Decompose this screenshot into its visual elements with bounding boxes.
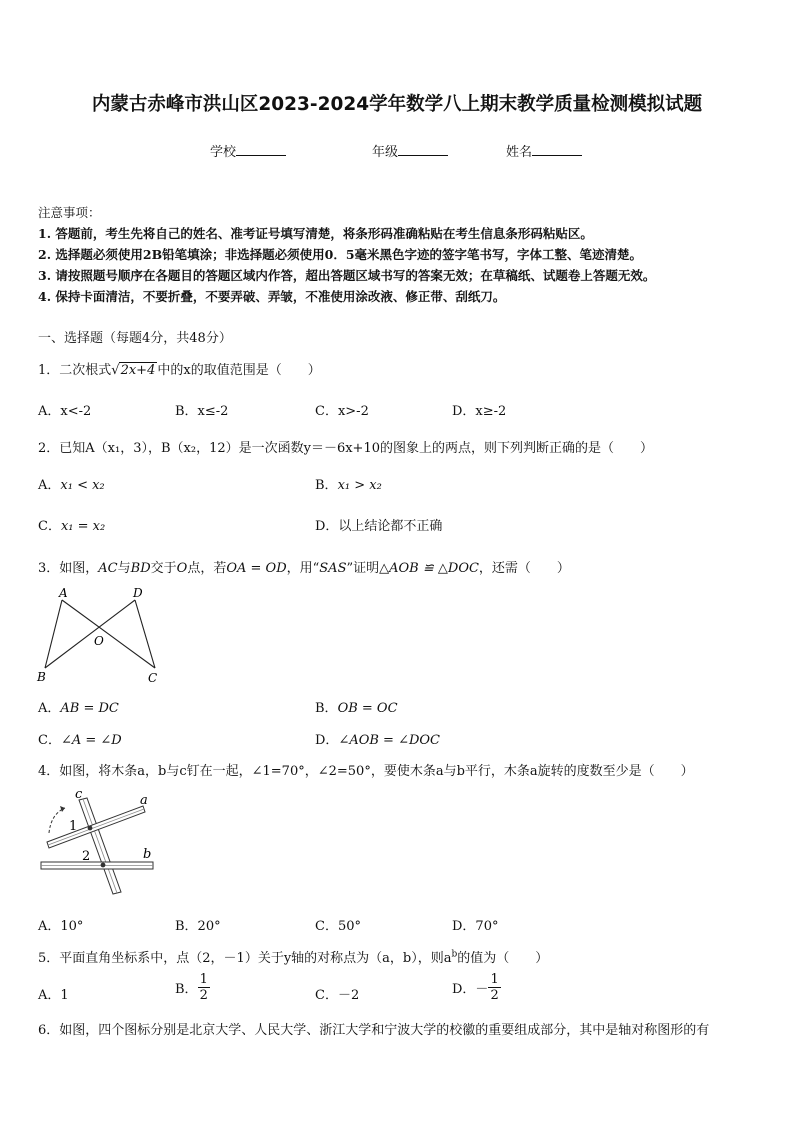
q3-math: O — [176, 561, 188, 576]
option-letter: C． — [38, 733, 61, 748]
option-letter: B． — [315, 478, 338, 493]
q1-option-b[interactable]: B．x≤-2 — [175, 404, 229, 419]
fraction-denominator: 2 — [490, 988, 499, 1003]
q3-option-b[interactable] — [315, 697, 398, 716]
q3-option-c[interactable] — [38, 729, 122, 748]
option-letter: A． — [38, 478, 61, 493]
figure-label: b — [143, 847, 152, 862]
q3-option-d[interactable] — [315, 729, 440, 748]
q1-option-d[interactable]: D．x≥-2 — [452, 404, 507, 419]
q3-text: 与 — [117, 561, 131, 576]
option-letter: D． — [315, 733, 339, 748]
radical-sign: √ — [111, 363, 120, 378]
question-2: 2．已知A（x₁，3），B（x₂，12）是一次函数y＝－6x+10的图象上的两点，则下列判断正确的是（ ） — [38, 441, 653, 456]
notes-heading: 注意事项： — [38, 205, 101, 220]
q1-option-a[interactable]: A．x<-2 — [38, 404, 92, 419]
option-letter: C． — [38, 519, 61, 534]
q1-text-pre: 1．二次根式 — [38, 363, 112, 378]
question-3 — [38, 557, 570, 576]
q2-option-c[interactable] — [38, 515, 105, 534]
q3-math: AC — [98, 561, 118, 576]
page-title: 内蒙古赤峰市洪山区2023-2024学年数学八上期末教学质量检测模拟试题 — [91, 94, 703, 115]
figure-label: C — [148, 671, 158, 685]
q3-option-a[interactable] — [38, 697, 119, 716]
q2-option-a[interactable] — [38, 474, 105, 493]
q2-option-d[interactable]: D．以上结论都不正确 — [315, 519, 443, 534]
q3-math: SAS — [319, 561, 347, 576]
figure-label: 2 — [82, 849, 91, 864]
q4-option-b[interactable]: B．20° — [175, 919, 221, 934]
q1-option-c[interactable]: C．x>-2 — [315, 404, 369, 419]
q3-math: BD — [130, 561, 151, 576]
q1-radicand: 2x+4 — [120, 363, 156, 378]
note-item: 4. 保持卡面清洁，不要折叠，不要弄破、弄皱，不准使用涂改液、修正带、刮纸刀。 — [38, 289, 506, 304]
figure-label: A — [59, 586, 68, 600]
grade-blank[interactable] — [398, 143, 448, 156]
note-item: 2. 选择题必须使用2B铅笔填涂；非选择题必须使用0．5毫米黑色字迹的签字笔书写，字体工整、笔迹清楚。 — [38, 247, 643, 262]
q3-option-b-math: OB = OC — [337, 701, 398, 716]
figure-label: O — [94, 634, 104, 648]
figure-label: c — [75, 787, 83, 802]
q3-text: ”证明 — [346, 561, 380, 576]
q4-option-c[interactable]: C．50° — [315, 919, 361, 934]
question-4: 4．如图，将木条a，b与c钉在一起，∠1=70°，∠2=50°，要使木条a与b平行，木条a旋转的度数至少是（ ） — [38, 764, 694, 779]
name-blank[interactable] — [532, 143, 582, 156]
fraction-numerator: 1 — [490, 972, 499, 987]
school-blank[interactable] — [236, 143, 286, 156]
school-label: 学校 — [210, 145, 237, 160]
q4-option-a[interactable]: A．10° — [38, 919, 84, 934]
fraction-denominator: 2 — [199, 988, 208, 1003]
q3-option-c-math: ∠A = ∠D — [60, 733, 122, 748]
option-letter: A． — [38, 701, 61, 716]
q3-math: OA = OD — [226, 561, 287, 576]
note-item: 3. 请按照题号顺序在各题目的答题区域内作答，超出答题区域书写的答案无效；在草稿纸、试题卷上答题无效。 — [38, 268, 656, 283]
q3-text: 3．如图， — [38, 561, 99, 576]
q3-option-a-math: AB = DC — [60, 701, 119, 716]
option-letter: D．－ — [452, 982, 489, 997]
q2-option-b-math: x₁ > x₂ — [337, 478, 382, 493]
question-6: 6．如图，四个图标分别是北京大学、人民大学、浙江大学和宁波大学的校徽的重要组成部分，其中是轴对称图形的有 — [38, 1023, 710, 1038]
figure-label: D — [133, 586, 143, 600]
fraction-numerator: 1 — [199, 972, 208, 987]
option-letter: B． — [315, 701, 338, 716]
q4-figure — [35, 786, 160, 902]
fraction — [198, 972, 210, 1003]
question-5 — [38, 947, 548, 966]
q5-option-b[interactable] — [175, 972, 210, 1003]
question-1 — [38, 359, 321, 378]
grade-label: 年级 — [372, 145, 399, 160]
q3-math: △AOB ≌ △DOC — [379, 561, 479, 576]
q3-figure — [32, 585, 167, 690]
figure-label: a — [140, 793, 148, 808]
grade-field — [372, 141, 448, 160]
q3-option-d-math: ∠AOB = ∠DOC — [338, 733, 441, 748]
q2-option-a-math: x₁ < x₂ — [60, 478, 105, 493]
q3-text: ，还需（ ） — [478, 561, 570, 576]
section-heading: 一、选择题（每题4分，共48分） — [38, 331, 232, 346]
q2-option-c-math: x₁ = x₂ — [60, 519, 106, 534]
q5-option-a[interactable]: A．1 — [38, 988, 69, 1003]
note-item: 1. 答题前，考生先将自己的姓名、准考证号填写清楚，将条形码准确粘贴在考生信息条形码粘贴区。 — [38, 226, 593, 241]
q2-option-b[interactable] — [315, 474, 382, 493]
q1-text-post: 中的x的取值范围是（ ） — [157, 363, 321, 378]
figure-label: 1 — [69, 819, 78, 834]
q5-text-post: 的值为（ ） — [457, 951, 549, 966]
q3-text: 交于 — [150, 561, 177, 576]
name-field — [506, 141, 582, 160]
q5-option-d[interactable] — [452, 972, 501, 1003]
q5-option-c[interactable]: C．－2 — [315, 988, 360, 1003]
school-field — [210, 141, 286, 160]
option-letter: B． — [175, 982, 198, 997]
fraction — [488, 972, 500, 1003]
q4-option-d[interactable]: D．70° — [452, 919, 499, 934]
name-label: 姓名 — [506, 145, 533, 160]
q3-text: ，用“ — [286, 561, 320, 576]
q5-text-pre: 5．平面直角坐标系中，点（2，－1）关于y轴的对称点为（a，b），则a — [38, 951, 452, 966]
q5-exponent: b — [451, 949, 458, 960]
q3-text: 点，若 — [187, 561, 227, 576]
figure-label: B — [37, 670, 46, 684]
